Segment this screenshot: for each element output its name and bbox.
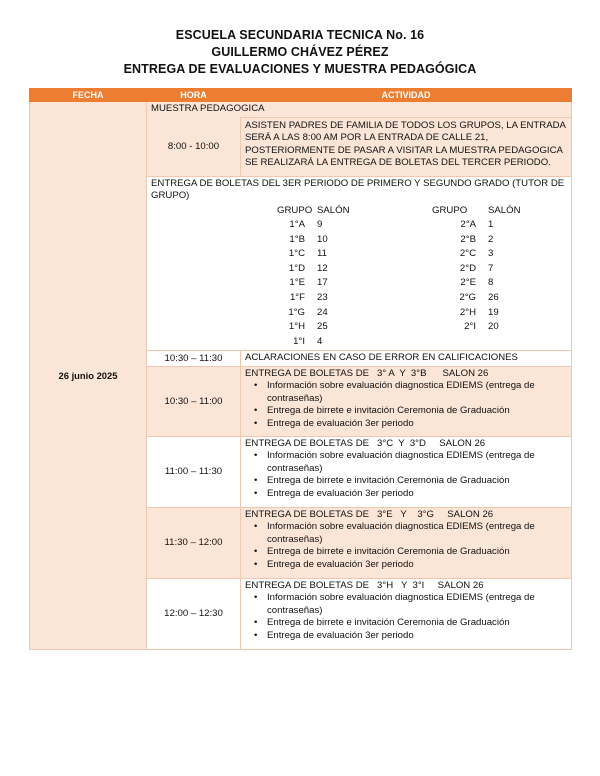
aclaraciones-hora: 10:30 – 11:30 [147,351,241,367]
group-label: 1°E [289,277,305,289]
group-label: 2°H [459,306,476,318]
list-item: • Entrega de birrete e invitación Ceremonia de Graduación [267,617,568,630]
muestra-hora: 8:00 - 10:00 [147,117,241,176]
entrega-cell [241,578,572,649]
grid-spacer [355,247,432,262]
group-label: 2°C [459,248,476,260]
group-label: 2°E [460,277,476,289]
entrega-cell [241,507,572,578]
list-item: • Información sobre evaluación diagnostica EDIEMS (entrega de contraseñas) [267,592,568,617]
room-number: 11 [317,248,327,260]
group-label: 1°D [288,262,305,274]
group-room-grid [277,204,568,350]
group-label: 1°I [293,335,305,347]
room-number: 23 [317,292,328,304]
entrega-title: ENTREGA DE BOLETAS DE 3° A Y 3°B SALON 26 [245,367,489,379]
aclaraciones-text: ACLARACIONES EN CASO DE ERROR EN CALIFICACIONES [241,351,572,367]
group-label: 1°G [288,306,305,318]
boletas-tutor-cell [147,176,572,351]
list-item: • Entrega de evaluación 3er periodo [267,488,568,501]
room-number: 2 [488,233,494,245]
room-number: 10 [317,233,328,245]
group-label: 2°G [459,292,476,304]
group-label: 1°F [289,292,305,304]
list-item: • Entrega de evaluación 3er periodo [267,418,568,431]
entrega-title: ENTREGA DE BOLETAS DE 3°C Y 3°D SALON 26 [245,437,486,449]
entrega-title: ENTREGA DE BOLETAS DE 3°E Y 3°G SALON 26 [245,508,494,520]
group-label: 1°H [288,321,305,333]
group-label: 2°D [459,262,476,274]
list-item: • Información sobre evaluación diagnostica EDIEMS (entrega de contraseñas) [267,380,568,405]
entrega-hora: 12:00 – 12:30 [147,578,241,649]
col-salon-1: SALÓN [317,204,350,216]
list-item: • Información sobre evaluación diagnostica EDIEMS (entrega de contraseñas) [267,450,568,475]
group-label: 2°I [464,321,476,333]
header-hora: HORA [147,89,241,102]
group-label: 1°C [288,248,305,260]
entrega-hora: 11:00 – 11:30 [147,436,241,507]
col-grupo-2: GRUPO [432,204,468,216]
grid-spacer [355,262,432,277]
grid-spacer [355,335,432,350]
muestra-text: ASISTEN PADRES DE FAMILIA DE TODOS LOS GRUPOS, LA ENTRADA SERÁ A LAS 8:00 AM POR LA ENTRADA DE CALLE 21, POSTERIORMENTE DE PASAR A VISITAR LA MUESTRA PEDAGOGICA SE REALIZARÁ LA ENTREGA DE BOLETAS DEL TERCER PERIODO. [241,117,572,176]
room-number: 3 [488,248,494,260]
room-number: 1 [488,219,494,231]
room-number: 26 [488,292,499,304]
list-item: • Información sobre evaluación diagnostica EDIEMS (entrega de contraseñas) [267,521,568,546]
entrega-hora: 10:30 – 11:00 [147,366,241,436]
list-item: • Entrega de birrete e invitación Ceremonia de Graduación [267,405,568,418]
school-subtitle: GUILLERMO CHÁVEZ PÉREZ [211,45,389,59]
room-number: 12 [317,262,328,274]
muestra-title: MUESTRA PEDAGOGICA [147,102,572,118]
entrega-cell [241,366,572,436]
list-item: • Entrega de evaluación 3er periodo [267,559,568,572]
boletas-tutor-text: ENTREGA DE BOLETAS DEL 3ER PERIODO DE PRIMERO Y SEGUNDO GRADO (TUTOR DE GRUPO) [151,177,565,201]
entrega-cell [241,436,572,507]
room-number: 19 [488,306,499,318]
room-number: 8 [488,277,494,289]
room-number: 24 [317,306,328,318]
room-number: 7 [488,262,494,274]
grid-spacer [482,335,526,350]
grid-spacer [355,320,432,335]
date-cell: 26 junio 2025 [30,102,147,650]
col-grupo-1: GRUPO [277,204,313,216]
grid-spacer [355,233,432,248]
room-number: 25 [317,321,328,333]
grid-spacer [355,218,432,233]
schedule-table [29,88,572,650]
entrega-title: ENTREGA DE BOLETAS DE 3°H Y 3°I SALON 26 [245,579,484,591]
room-number: 4 [317,335,323,347]
col-salon-2: SALÓN [488,204,521,216]
header-fecha: FECHA [30,89,147,102]
list-item: • Entrega de evaluación 3er periodo [267,630,568,643]
list-item: • Entrega de birrete e invitación Ceremonia de Graduación [267,546,568,559]
grid-spacer [432,335,482,350]
group-label: 2°B [460,233,476,245]
header-actividad: ACTIVIDAD [241,89,572,102]
room-number: 17 [317,277,328,289]
grid-spacer [355,276,432,291]
room-number: 9 [317,219,323,231]
table-header-row [30,89,572,102]
group-label: 1°B [289,233,305,245]
entrega-hora: 11:30 – 12:00 [147,507,241,578]
grid-spacer [355,306,432,321]
room-number: 20 [488,321,499,333]
school-name: ESCUELA SECUNDARIA TECNICA No. 16 [175,28,425,42]
table-row [30,102,572,118]
group-label: 2°A [460,219,476,231]
group-label: 1°A [289,219,305,231]
list-item: • Entrega de birrete e invitación Ceremonia de Graduación [267,475,568,488]
grid-spacer [355,291,432,306]
document-title: ENTREGA DE EVALUACIONES Y MUESTRA PEDAGÓGICA [123,62,477,76]
